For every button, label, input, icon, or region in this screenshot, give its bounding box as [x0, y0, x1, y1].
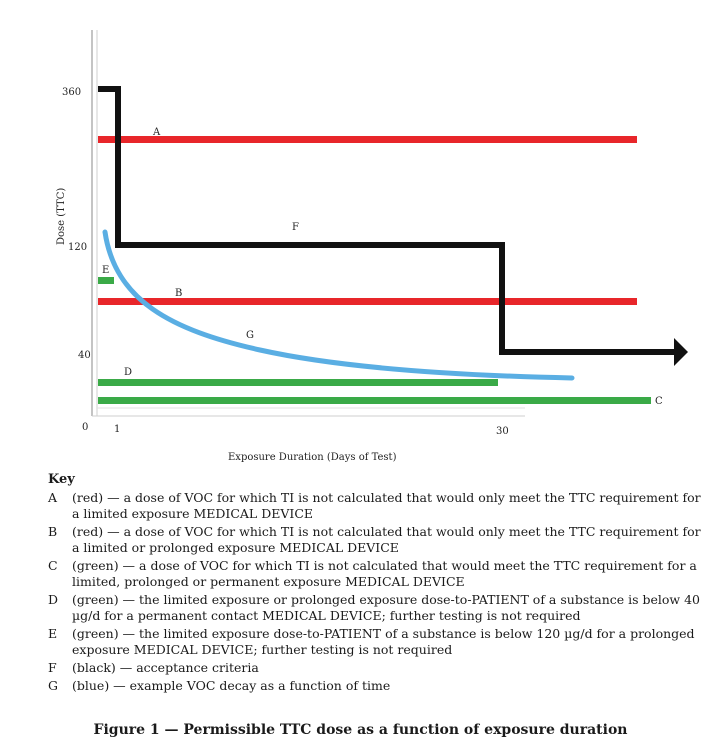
- key-item-d: [48, 592, 708, 624]
- key-text: (black) — acceptance criteria: [72, 660, 259, 675]
- x-tick-0: 0: [82, 422, 89, 433]
- key-item-f: [48, 660, 708, 676]
- key-item-a: [48, 490, 708, 522]
- series-e-label: E: [102, 265, 110, 276]
- series-b-line: [98, 298, 637, 305]
- key-text: (green) — a dose of VOC for which TI is not calculated that would meet the TTC requirement for a limited, prolonged or permanent exposure MEDICAL DEVICE: [72, 558, 697, 589]
- key-item-g: [48, 678, 708, 694]
- series-d-label: D: [124, 367, 133, 378]
- series-a-label: A: [153, 127, 161, 138]
- y-tick-360: 360: [62, 87, 82, 98]
- key-item-b: [48, 524, 708, 556]
- key-letter: F: [48, 660, 57, 675]
- series-b-label: B: [175, 288, 183, 299]
- y-tick-120: 120: [68, 242, 88, 253]
- key-letter: D: [48, 592, 59, 607]
- key-title: Key: [48, 472, 75, 487]
- key-section: [48, 472, 708, 696]
- key-letter: B: [48, 524, 58, 539]
- key-text: (blue) — example VOC decay as a function of time: [72, 678, 391, 693]
- key-letter: A: [48, 490, 58, 505]
- key-text: (red) — a dose of VOC for which TI is not calculated that would only meet the TTC requirement for a limited or prolonged exposure MEDICAL DEVICE: [72, 524, 701, 555]
- series-c-label: C: [655, 396, 663, 407]
- key-letter: C: [48, 558, 58, 573]
- key-item-c: [48, 558, 708, 590]
- series-f-line: [98, 89, 676, 352]
- series-f-arrowhead: [674, 338, 688, 366]
- key-letter: E: [48, 626, 58, 641]
- series-f-label: F: [292, 222, 299, 233]
- x-axis-title: Exposure Duration (Days of Test): [228, 452, 397, 463]
- key-text: (red) — a dose of VOC for which TI is not calculated that would only meet the TTC requirement for a limited exposure MEDICAL DEVICE: [72, 490, 701, 521]
- series-d-line: [98, 379, 498, 386]
- series-g-label: G: [246, 330, 254, 341]
- key-text: (green) — the limited exposure dose-to-PATIENT of a substance is below 120 µg/d for a prolonged exposure MEDICAL DEVICE; further testing is not required: [72, 626, 695, 657]
- series-e-line: [98, 277, 114, 284]
- y-tick-40: 40: [78, 350, 91, 361]
- key-text: (green) — the limited exposure or prolonged exposure dose-to-PATIENT of a substance is below 40 µg/d for a permanent contact MEDICAL DEVICE; further testing is not required: [72, 592, 701, 623]
- key-item-e: [48, 626, 708, 658]
- x-tick-1: 1: [114, 424, 121, 435]
- series-c-line: [98, 397, 651, 404]
- figure-caption: Figure 1 — Permissible TTC dose as a function of exposure duration: [93, 722, 628, 738]
- y-axis-title: Dose (TTC): [56, 187, 67, 245]
- key-letter: G: [48, 678, 58, 693]
- series-a-line: [98, 136, 637, 143]
- x-tick-30: 30: [496, 426, 509, 437]
